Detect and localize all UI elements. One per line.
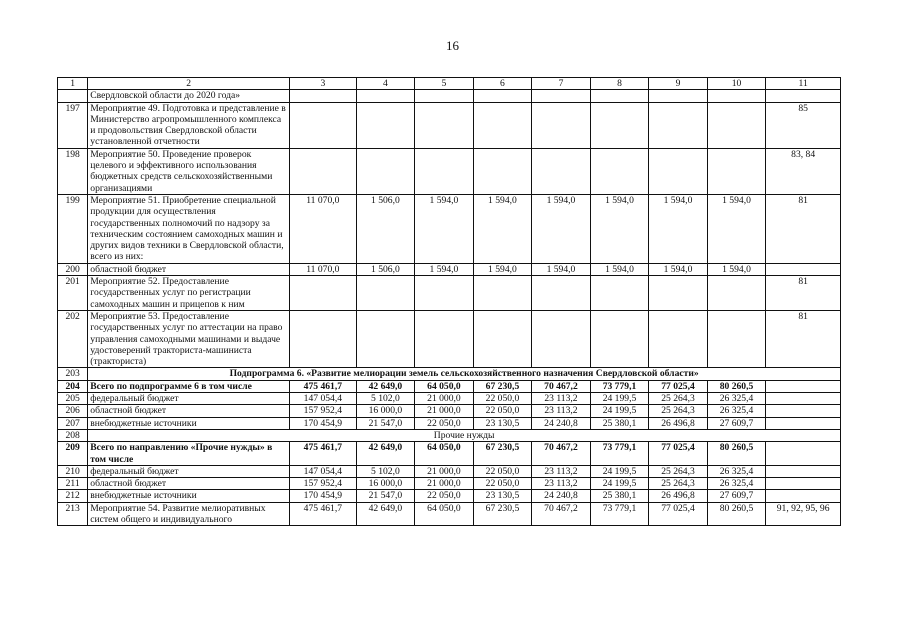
value-cell: 22 050,0 xyxy=(473,405,532,417)
value-cell: 147 054,4 xyxy=(290,465,357,477)
value-cell xyxy=(290,102,357,148)
row-number: 200 xyxy=(58,263,88,275)
value-cell: 23 113,2 xyxy=(532,405,591,417)
value-cell xyxy=(532,102,591,148)
table-row xyxy=(58,148,841,194)
row-name: Мероприятие 53. Предоставление государственных услуг по аттестации на право управления самоходными машинами и выдаче удостоверений тракториста-машиниста (тракториста) xyxy=(88,310,290,367)
value-cell: 1 594,0 xyxy=(649,194,708,263)
row-number: 199 xyxy=(58,194,88,263)
value-cell: 70 467,2 xyxy=(532,380,591,392)
column-header-row xyxy=(58,78,841,90)
value-cell: 70 467,2 xyxy=(532,442,591,466)
value-cell: 77 025,4 xyxy=(649,502,708,526)
value-cell: 16 000,0 xyxy=(356,405,415,417)
value-cell xyxy=(473,310,532,367)
value-cell: 64 050,0 xyxy=(415,502,474,526)
value-cell xyxy=(290,276,357,311)
value-cell xyxy=(356,310,415,367)
value-cell xyxy=(707,90,766,102)
row-name: Мероприятие 54. Развитие мелиоративных систем общего и индивидуального xyxy=(88,502,290,526)
target-ref-cell xyxy=(766,90,841,102)
value-cell: 27 609,7 xyxy=(707,490,766,502)
value-cell xyxy=(532,148,591,194)
value-cell: 24 199,5 xyxy=(590,393,649,405)
value-cell: 73 779,1 xyxy=(590,380,649,392)
value-cell xyxy=(590,310,649,367)
value-cell: 22 050,0 xyxy=(415,490,474,502)
value-cell: 24 240,8 xyxy=(532,490,591,502)
value-cell xyxy=(415,148,474,194)
value-cell xyxy=(707,148,766,194)
column-header: 7 xyxy=(532,78,591,90)
value-cell: 24 199,5 xyxy=(590,465,649,477)
row-number: 211 xyxy=(58,478,88,490)
value-cell xyxy=(649,148,708,194)
value-cell xyxy=(532,276,591,311)
row-number: 197 xyxy=(58,102,88,148)
value-cell: 25 380,1 xyxy=(590,490,649,502)
target-ref-cell xyxy=(766,478,841,490)
value-cell xyxy=(473,276,532,311)
row-name: федеральный бюджет xyxy=(88,465,290,477)
value-cell: 26 325,4 xyxy=(707,478,766,490)
target-ref-cell xyxy=(766,263,841,275)
value-cell: 23 130,5 xyxy=(473,490,532,502)
column-header: 1 xyxy=(58,78,88,90)
row-number: 206 xyxy=(58,405,88,417)
value-cell: 70 467,2 xyxy=(532,502,591,526)
target-ref-cell xyxy=(766,405,841,417)
table-row xyxy=(58,490,841,502)
table-row xyxy=(58,393,841,405)
target-ref-cell: 85 xyxy=(766,102,841,148)
value-cell: 21 000,0 xyxy=(415,393,474,405)
row-number: 208 xyxy=(58,429,88,441)
target-ref-cell xyxy=(766,465,841,477)
value-cell xyxy=(356,90,415,102)
target-ref-cell: 81 xyxy=(766,310,841,367)
value-cell xyxy=(649,310,708,367)
row-number: 203 xyxy=(58,368,88,380)
value-cell: 26 325,4 xyxy=(707,393,766,405)
value-cell: 475 461,7 xyxy=(290,442,357,466)
table-row xyxy=(58,405,841,417)
value-cell: 25 264,3 xyxy=(649,478,708,490)
table-row xyxy=(58,465,841,477)
column-header: 6 xyxy=(473,78,532,90)
row-number: 213 xyxy=(58,502,88,526)
value-cell: 80 260,5 xyxy=(707,380,766,392)
value-cell xyxy=(532,310,591,367)
row-number: 209 xyxy=(58,442,88,466)
row-name: областной бюджет xyxy=(88,478,290,490)
value-cell xyxy=(707,102,766,148)
row-name: внебюджетные источники xyxy=(88,490,290,502)
value-cell: 475 461,7 xyxy=(290,380,357,392)
value-cell: 23 113,2 xyxy=(532,393,591,405)
value-cell xyxy=(707,276,766,311)
value-cell: 21 000,0 xyxy=(415,465,474,477)
value-cell: 170 454,9 xyxy=(290,417,357,429)
row-name: внебюджетные источники xyxy=(88,417,290,429)
value-cell: 26 325,4 xyxy=(707,465,766,477)
value-cell: 1 506,0 xyxy=(356,263,415,275)
value-cell xyxy=(356,102,415,148)
value-cell: 157 952,4 xyxy=(290,478,357,490)
target-ref-cell: 91, 92, 95, 96 xyxy=(766,502,841,526)
value-cell: 21 547,0 xyxy=(356,417,415,429)
value-cell: 11 070,0 xyxy=(290,194,357,263)
subprogram-heading-row xyxy=(58,368,841,380)
column-header: 9 xyxy=(649,78,708,90)
value-cell xyxy=(649,90,708,102)
value-cell: 42 649,0 xyxy=(356,380,415,392)
value-cell xyxy=(590,90,649,102)
value-cell xyxy=(473,102,532,148)
value-cell xyxy=(649,276,708,311)
target-ref-cell: 81 xyxy=(766,194,841,263)
value-cell: 24 199,5 xyxy=(590,405,649,417)
value-cell: 1 594,0 xyxy=(590,194,649,263)
row-name: Свердловской области до 2020 года» xyxy=(88,90,290,102)
value-cell: 147 054,4 xyxy=(290,393,357,405)
value-cell xyxy=(590,276,649,311)
value-cell: 21 547,0 xyxy=(356,490,415,502)
table-row xyxy=(58,310,841,367)
value-cell: 73 779,1 xyxy=(590,502,649,526)
value-cell xyxy=(290,310,357,367)
value-cell xyxy=(356,276,415,311)
row-name: Мероприятие 52. Предоставление государственных услуг по регистрации самоходных машин и прицепов к ним xyxy=(88,276,290,311)
value-cell: 26 496,8 xyxy=(649,417,708,429)
value-cell: 25 264,3 xyxy=(649,465,708,477)
row-name: областной бюджет xyxy=(88,405,290,417)
value-cell xyxy=(415,102,474,148)
row-name: Всего по подпрограмме 6 в том числе xyxy=(88,380,290,392)
value-cell xyxy=(356,148,415,194)
value-cell xyxy=(649,102,708,148)
value-cell: 1 594,0 xyxy=(532,194,591,263)
row-number: 202 xyxy=(58,310,88,367)
value-cell: 22 050,0 xyxy=(473,393,532,405)
value-cell: 42 649,0 xyxy=(356,502,415,526)
row-number: 205 xyxy=(58,393,88,405)
value-cell: 27 609,7 xyxy=(707,417,766,429)
value-cell: 24 199,5 xyxy=(590,478,649,490)
value-cell: 1 594,0 xyxy=(707,263,766,275)
value-cell: 22 050,0 xyxy=(415,417,474,429)
target-ref-cell xyxy=(766,490,841,502)
table-row xyxy=(58,380,841,392)
value-cell: 5 102,0 xyxy=(356,465,415,477)
value-cell xyxy=(473,90,532,102)
value-cell: 26 325,4 xyxy=(707,405,766,417)
value-cell: 11 070,0 xyxy=(290,263,357,275)
table-row xyxy=(58,263,841,275)
value-cell: 25 264,3 xyxy=(649,393,708,405)
value-cell: 1 594,0 xyxy=(532,263,591,275)
value-cell: 42 649,0 xyxy=(356,442,415,466)
target-ref-cell: 81 xyxy=(766,276,841,311)
subprogram-title: Подпрограмма 6. «Развитие мелиорации земель сельскохозяйственного назначения Свердловской области» xyxy=(88,368,841,380)
value-cell xyxy=(590,102,649,148)
value-cell xyxy=(590,148,649,194)
column-header: 8 xyxy=(590,78,649,90)
table-row xyxy=(58,102,841,148)
value-cell: 73 779,1 xyxy=(590,442,649,466)
value-cell: 1 594,0 xyxy=(649,263,708,275)
target-ref-cell xyxy=(766,380,841,392)
table-row xyxy=(58,478,841,490)
column-header: 11 xyxy=(766,78,841,90)
value-cell: 170 454,9 xyxy=(290,490,357,502)
value-cell: 16 000,0 xyxy=(356,478,415,490)
value-cell xyxy=(415,310,474,367)
row-number: 207 xyxy=(58,417,88,429)
row-number: 204 xyxy=(58,380,88,392)
value-cell: 1 594,0 xyxy=(590,263,649,275)
table-row xyxy=(58,90,841,102)
value-cell: 67 230,5 xyxy=(473,502,532,526)
value-cell xyxy=(415,276,474,311)
value-cell xyxy=(707,310,766,367)
value-cell: 26 496,8 xyxy=(649,490,708,502)
target-ref-cell: 83, 84 xyxy=(766,148,841,194)
value-cell: 77 025,4 xyxy=(649,442,708,466)
column-header: 10 xyxy=(707,78,766,90)
value-cell: 475 461,7 xyxy=(290,502,357,526)
value-cell: 1 594,0 xyxy=(473,194,532,263)
target-ref-cell xyxy=(766,442,841,466)
row-name: Всего по направлению «Прочие нужды» в том числе xyxy=(88,442,290,466)
value-cell: 23 113,2 xyxy=(532,465,591,477)
value-cell: 23 113,2 xyxy=(532,478,591,490)
column-header: 4 xyxy=(356,78,415,90)
target-ref-cell xyxy=(766,417,841,429)
row-name: Мероприятие 49. Подготовка и представление в Министерство агропромышленного комплекса и продовольствия Свердловской области установленной отчетности xyxy=(88,102,290,148)
page-number: 16 xyxy=(446,38,459,53)
value-cell: 22 050,0 xyxy=(473,478,532,490)
table-row xyxy=(58,194,841,263)
value-cell: 67 230,5 xyxy=(473,380,532,392)
row-name: федеральный бюджет xyxy=(88,393,290,405)
value-cell: 21 000,0 xyxy=(415,405,474,417)
value-cell xyxy=(290,90,357,102)
value-cell: 1 506,0 xyxy=(356,194,415,263)
value-cell: 64 050,0 xyxy=(415,442,474,466)
value-cell: 1 594,0 xyxy=(415,194,474,263)
value-cell: 5 102,0 xyxy=(356,393,415,405)
table-row xyxy=(58,417,841,429)
value-cell: 80 260,5 xyxy=(707,502,766,526)
value-cell: 1 594,0 xyxy=(415,263,474,275)
value-cell: 24 240,8 xyxy=(532,417,591,429)
row-number: 198 xyxy=(58,148,88,194)
table-row xyxy=(58,442,841,466)
row-name: Мероприятие 50. Проведение проверок целевого и эффективного использования бюджетных средств сельскохозяйственными организациями xyxy=(88,148,290,194)
value-cell: 21 000,0 xyxy=(415,478,474,490)
row-name: областной бюджет xyxy=(88,263,290,275)
value-cell: 23 130,5 xyxy=(473,417,532,429)
row-name: Мероприятие 51. Приобретение специальной продукции для осуществления государственных полномочий по надзору за техническим состоянием самоходных машин и других видов техники в Свердловской области, всего из них: xyxy=(88,194,290,263)
value-cell xyxy=(532,90,591,102)
value-cell: 67 230,5 xyxy=(473,442,532,466)
value-cell xyxy=(473,148,532,194)
value-cell xyxy=(415,90,474,102)
value-cell: 25 380,1 xyxy=(590,417,649,429)
row-number: 210 xyxy=(58,465,88,477)
budget-table xyxy=(57,77,841,526)
table-row xyxy=(58,276,841,311)
value-cell: 1 594,0 xyxy=(473,263,532,275)
section-heading-row xyxy=(58,429,841,441)
row-number xyxy=(58,90,88,102)
row-number: 212 xyxy=(58,490,88,502)
column-header: 3 xyxy=(290,78,357,90)
value-cell: 25 264,3 xyxy=(649,405,708,417)
column-header: 2 xyxy=(88,78,290,90)
value-cell: 77 025,4 xyxy=(649,380,708,392)
value-cell: 22 050,0 xyxy=(473,465,532,477)
table-row xyxy=(58,502,841,526)
column-header: 5 xyxy=(415,78,474,90)
value-cell: 64 050,0 xyxy=(415,380,474,392)
section-title: Прочие нужды xyxy=(88,429,841,441)
value-cell: 1 594,0 xyxy=(707,194,766,263)
target-ref-cell xyxy=(766,393,841,405)
row-number: 201 xyxy=(58,276,88,311)
value-cell xyxy=(290,148,357,194)
value-cell: 80 260,5 xyxy=(707,442,766,466)
table-body xyxy=(58,78,841,526)
value-cell: 157 952,4 xyxy=(290,405,357,417)
